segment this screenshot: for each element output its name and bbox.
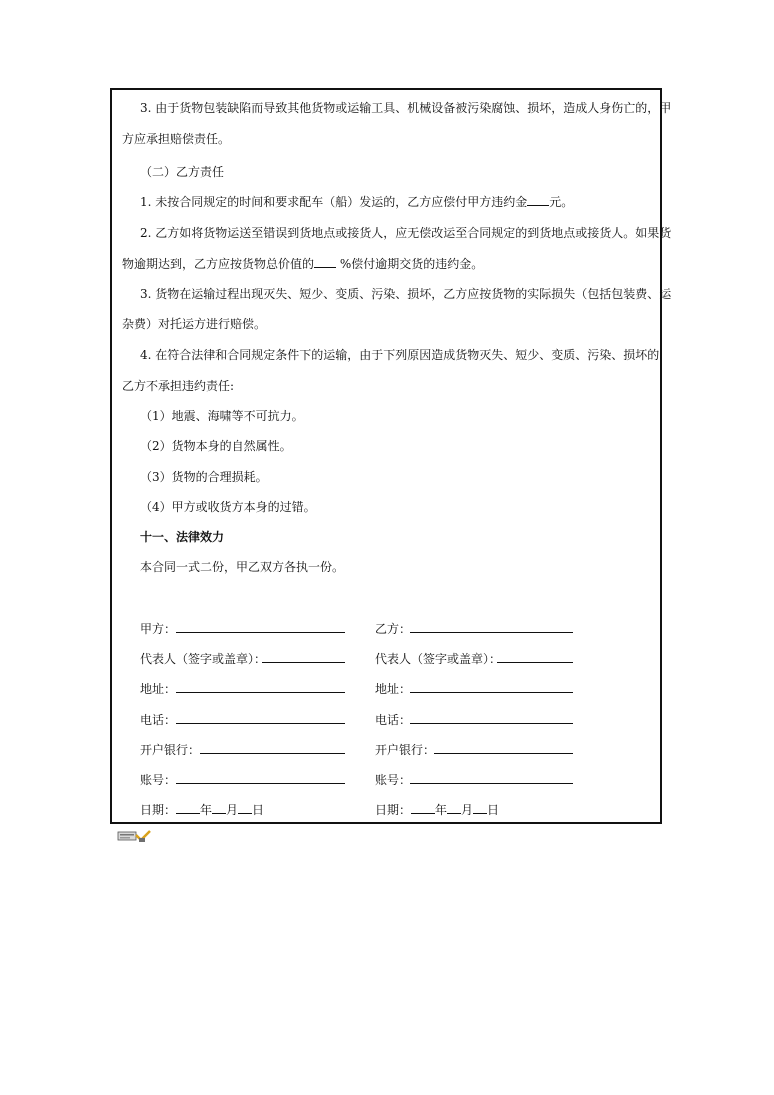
- clause-b2-line1: 2. 乙方如将货物运送至错误到货地点或接货人，应无偿改运至合同规定的到货地点或接货人。如果货: [140, 226, 672, 240]
- clause-b2-tail: %偿付逾期交货的违约金。: [339, 257, 484, 271]
- percentage-blank: [314, 255, 336, 268]
- party-b-month-label: 月: [461, 803, 474, 817]
- party-b-month-field[interactable]: [447, 801, 461, 814]
- document-logo-icon: [117, 829, 151, 843]
- party-a-rep-label: 代表人（签字或盖章）：: [140, 652, 267, 666]
- clause-b2-text: 物逾期达到，乙方应按货物总价值的: [122, 257, 315, 271]
- party-b-date: [375, 801, 499, 819]
- party-a-month-field[interactable]: [212, 801, 226, 814]
- party-b-rep-field[interactable]: [497, 662, 573, 663]
- party-b-date-label: 日期：: [375, 803, 412, 817]
- clause-b4-line2: 乙方不承担违约责任:: [122, 379, 235, 393]
- reason-2: （2）货物本身的自然属性。: [140, 439, 292, 453]
- party-a-date-label: 日期：: [140, 803, 177, 817]
- party-a-phone-field[interactable]: [176, 723, 345, 724]
- party-a-bank-label: 开户银行：: [140, 743, 201, 757]
- section-11-title: 十一、法律效力: [140, 530, 225, 544]
- party-a-day-label: 日: [252, 803, 265, 817]
- party-b-year-label: 年: [435, 803, 448, 817]
- clause-b1: [140, 193, 573, 211]
- party-b-phone-field[interactable]: [410, 723, 573, 724]
- party-b-field[interactable]: [410, 632, 573, 633]
- section-b-heading: （二）乙方责任: [140, 165, 225, 179]
- party-a-bank-field[interactable]: [200, 753, 345, 754]
- party-b-address-label: 地址：: [375, 682, 412, 696]
- party-a-year-label: 年: [200, 803, 213, 817]
- party-b-rep-label: 代表人（签字或盖章）：: [375, 652, 502, 666]
- party-a-rep-field[interactable]: [262, 662, 345, 663]
- clause-b1-text: 1. 未按合同规定的时间和要求配车（船）发运的，乙方应偿付甲方违约金: [140, 195, 528, 209]
- party-b-bank-field[interactable]: [434, 753, 573, 754]
- party-a-field[interactable]: [176, 632, 345, 633]
- party-b-label: 乙方：: [375, 622, 412, 636]
- penalty-amount-blank: [527, 193, 549, 206]
- clause-b2-line2: [122, 255, 483, 273]
- party-a-address-field[interactable]: [176, 692, 345, 693]
- party-b-day-field[interactable]: [473, 801, 487, 814]
- party-b-day-label: 日: [487, 803, 500, 817]
- party-a-label: 甲方：: [140, 622, 177, 636]
- clause-b3-line1: 3. 货物在运输过程出现灭失、短少、变质、污染、损坏，乙方应按货物的实际损失（包括包装费、运: [140, 287, 672, 301]
- party-a-address-label: 地址：: [140, 682, 177, 696]
- party-b-year-field[interactable]: [411, 801, 435, 814]
- reason-3: （3）货物的合理损耗。: [140, 470, 268, 484]
- party-b-bank-label: 开户银行：: [375, 743, 436, 757]
- party-b-address-field[interactable]: [410, 692, 573, 693]
- party-a-year-field[interactable]: [176, 801, 200, 814]
- party-b-account-label: 账号：: [375, 773, 412, 787]
- party-b-account-field[interactable]: [410, 783, 573, 784]
- party-b-phone-label: 电话：: [375, 713, 412, 727]
- clause-b1-unit: 元。: [549, 195, 574, 209]
- section-11-body: 本合同一式二份，甲乙双方各执一份。: [140, 560, 345, 574]
- reason-1: （1）地震、海啸等不可抗力。: [140, 409, 304, 423]
- party-a-phone-label: 电话：: [140, 713, 177, 727]
- party-a-account-label: 账号：: [140, 773, 177, 787]
- party-a-month-label: 月: [226, 803, 239, 817]
- clause-b3-line2: 杂费）对托运方进行赔偿。: [122, 317, 267, 331]
- clause-a3-line1: 3. 由于货物包装缺陷而导致其他货物或运输工具、机械设备被污染腐蚀、损坏，造成人身伤亡的，甲: [140, 101, 672, 115]
- clause-a3-line2: 方应承担赔偿责任。: [122, 132, 231, 146]
- party-a-account-field[interactable]: [176, 783, 345, 784]
- reason-4: （4）甲方或收货方本身的过错。: [140, 500, 316, 514]
- party-a-date: [140, 801, 264, 819]
- clause-b4-line1: 4. 在符合法律和合同规定条件下的运输，由于下列原因造成货物灭失、短少、变质、污染、损坏的，: [140, 348, 672, 362]
- party-a-day-field[interactable]: [238, 801, 252, 814]
